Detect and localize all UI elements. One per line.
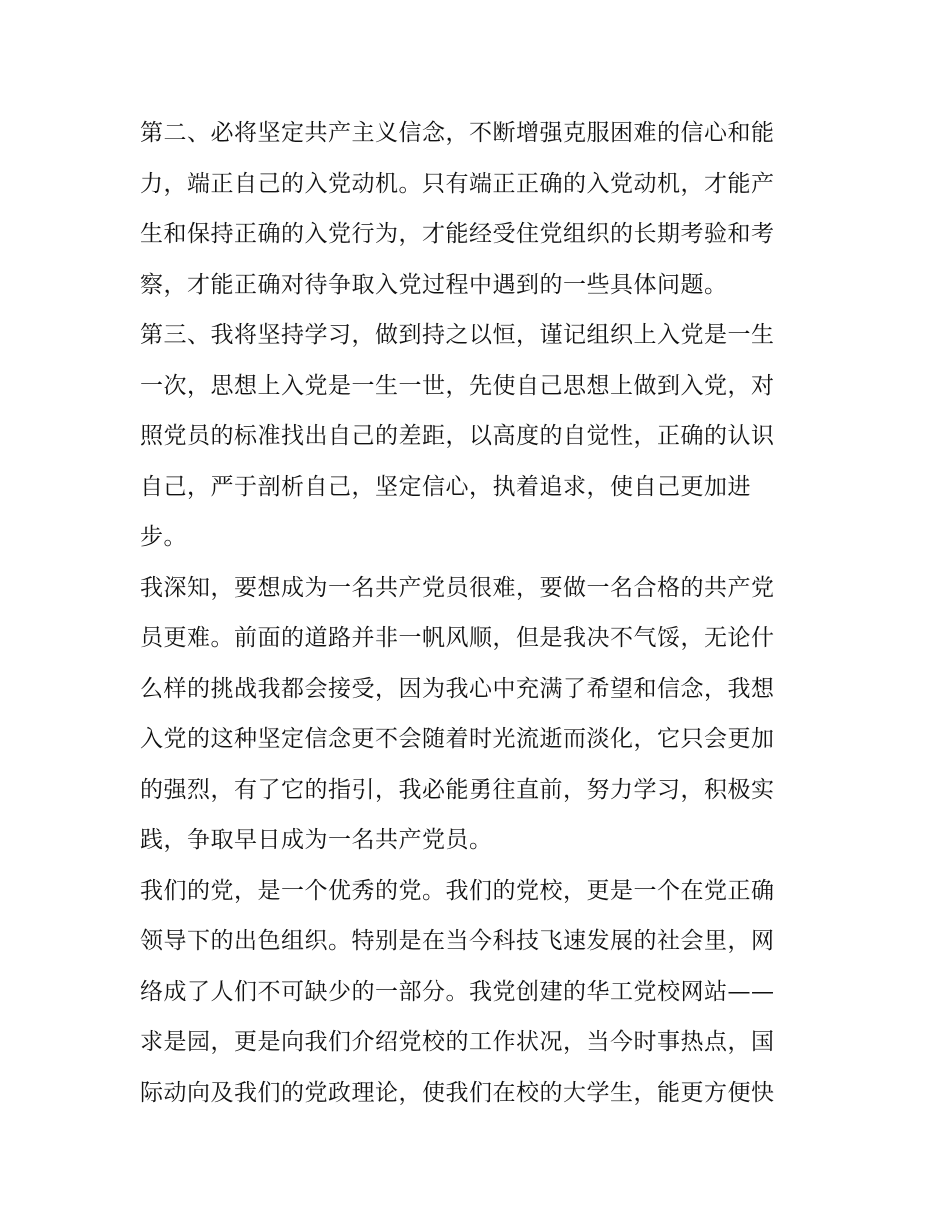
text-line: 员更难。前面的道路并非一帆风顺，但是我决不气馁，无论什 — [140, 625, 775, 651]
text-line: 察，才能正确对待争取入党过程中遇到的一些具体问题。 — [140, 271, 728, 298]
text-line: 照党员的标准找出自己的差距，以高度的自觉性，正确的认识 — [140, 423, 775, 449]
text-line: 际动向及我们的党政理论，使我们在校的大学生，能更方便快 — [140, 1079, 775, 1106]
text-line: 我深知，要想成为一名共产党员很难，要做一名合格的共产党 — [140, 574, 775, 601]
text-line: 步。 — [140, 524, 187, 550]
text-line: 践，争取早日成为一名共产党员。 — [140, 827, 493, 853]
text-line: 自己，严于剖析自己，坚定信心，执着追求，使自己更加进 — [140, 473, 751, 500]
text-line: 力，端正自己的入党动机。只有端正正确的入党动机，才能产 — [140, 170, 775, 197]
document-body — [140, 108, 820, 1118]
text-line: 的强烈，有了它的指引，我必能勇往直前，努力学习，积极实 — [140, 776, 775, 803]
text-line: 求是园，更是向我们介绍党校的工作状况，当今时事热点，国 — [140, 1029, 775, 1055]
text-line: 一次，思想上入党是一生一世，先使自己思想上做到入党，对 — [140, 372, 775, 399]
text-line: 入党的这种坚定信念更不会随着时光流逝而淡化，它只会更加 — [140, 726, 775, 752]
text-line: 么样的挑战我都会接受，因为我心中充满了希望和信念，我想 — [140, 675, 775, 702]
text-line: 第二、必将坚定共产主义信念，不断增强克服困难的信心和能 — [140, 120, 775, 146]
text-line: 领导下的出色组织。特别是在当今科技飞速发展的社会里，网 — [140, 928, 775, 954]
text-line: 生和保持正确的入党行为，才能经受住党组织的长期考验和考 — [140, 221, 775, 247]
text-line: 第三、我将坚持学习，做到持之以恒，谨记组织上入党是一生 — [140, 322, 775, 348]
text-line: 络成了人们不可缺少的一部分。我党创建的华工党校网站—— — [140, 978, 775, 1005]
text-line: 我们的党，是一个优秀的党。我们的党校，更是一个在党正确 — [140, 877, 775, 904]
